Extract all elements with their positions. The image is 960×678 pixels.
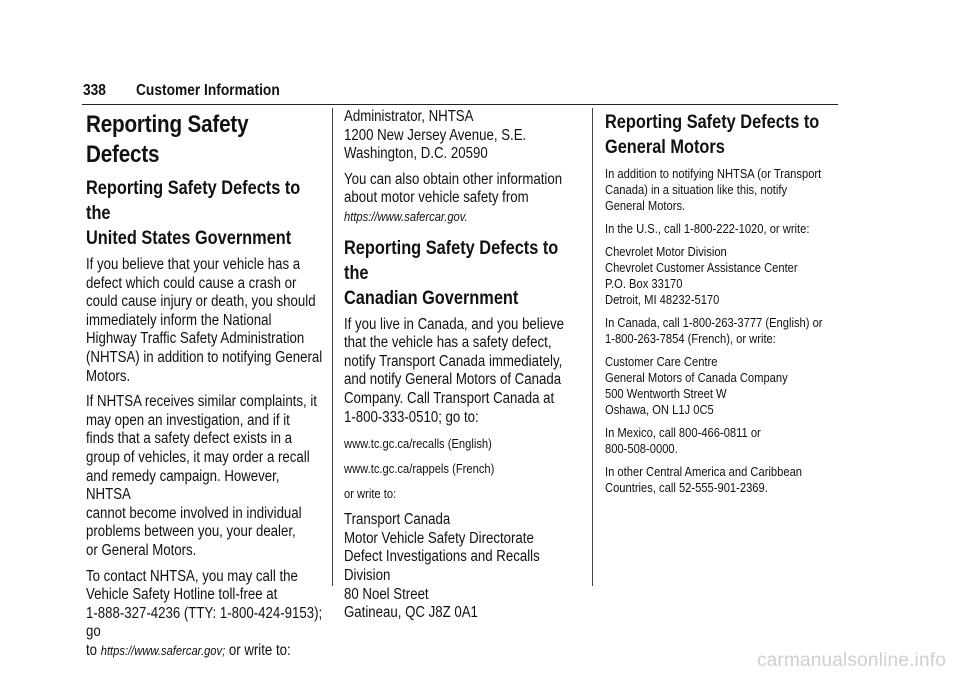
- text-line: In addition to notifying NHTSA (or Transport: [605, 166, 822, 181]
- caribbean-call-paragraph: [605, 464, 840, 496]
- text-line: or General Motors.: [86, 541, 197, 559]
- text-line: 800-508-0000.: [605, 441, 678, 456]
- address-line: Motor Vehicle Safety Directorate: [344, 529, 534, 547]
- text-line: If you believe that your vehicle has a: [86, 256, 301, 273]
- column-1: [86, 108, 326, 660]
- text-line: If NHTSA receives similar complaints, it: [86, 393, 317, 411]
- text-line: In Canada, call 1-800-263-3777 (English) or: [605, 315, 823, 330]
- main-title: Reporting Safety Defects: [86, 111, 249, 168]
- address-line: Chevrolet Motor Division: [605, 244, 727, 259]
- heading-line: General Motors: [605, 137, 725, 158]
- address-line: Washington, D.C. 20590: [344, 145, 488, 163]
- text-line: finds that a safety defect exists in a: [86, 430, 293, 448]
- page-number: 338: [83, 82, 106, 99]
- address-line: P.O. Box 33170: [605, 276, 683, 291]
- gm-intro-paragraph: [605, 166, 840, 214]
- transport-canada-address: [344, 511, 581, 623]
- address-line: Defect Investigations and Recalls: [344, 548, 540, 566]
- address-line: 500 Wentworth Street W: [605, 386, 727, 401]
- address-line: Gatineau, QC J8Z 0A1: [344, 604, 478, 622]
- text-line: Highway Traffic Safety Administration: [86, 330, 305, 348]
- safercar-link[interactable]: https://www.safercar.gov.: [344, 208, 468, 224]
- column-3: [605, 108, 841, 496]
- heading-line: Canadian Government: [344, 287, 519, 309]
- canada-paragraph: [344, 316, 581, 428]
- heading-line: Reporting Safety Defects to the: [86, 178, 301, 224]
- text-line: To contact NHTSA, you may call the: [86, 567, 298, 585]
- address-line: Administrator, NHTSA: [344, 108, 474, 125]
- address-line: 80 Noel Street: [344, 585, 429, 603]
- text-line: Motors.: [86, 367, 131, 385]
- text-line: group of vehicles, it may order a recall: [86, 448, 310, 466]
- text-line: Canada) in a situation like this, notify: [605, 182, 788, 197]
- column-divider-2: [592, 108, 593, 586]
- text-line: about motor vehicle safety from: [344, 189, 529, 207]
- recalls-url-english[interactable]: www.tc.gc.ca/recalls (English): [344, 436, 492, 452]
- address-line: Oshawa, ON L1J 0C5: [605, 402, 714, 417]
- text-line: Countries, call 52-555-901-2369.: [605, 480, 768, 495]
- text-line: and notify General Motors of Canada: [344, 371, 562, 389]
- chevrolet-address: [605, 244, 840, 308]
- text-line: General Motors.: [605, 198, 686, 213]
- heading-line: Reporting Safety Defects to: [605, 112, 820, 133]
- text-line: cannot become involved in individual: [86, 504, 302, 522]
- text-line: that the vehicle has a safety defect,: [344, 334, 552, 352]
- text-line: problems between you, your dealer,: [86, 523, 296, 541]
- text-line: If you live in Canada, and you believe: [344, 315, 565, 333]
- text-line: In other Central America and Caribbean: [605, 464, 803, 479]
- text-line: notify Transport Canada immediately,: [344, 352, 563, 370]
- text-line: In Mexico, call 800-466-0811 or: [605, 425, 761, 440]
- more-info-paragraph: [344, 171, 581, 227]
- address-line: Customer Care Centre: [605, 354, 718, 369]
- address-line: 1200 New Jersey Avenue, S.E.: [344, 126, 527, 144]
- section-title: Customer Information: [136, 82, 280, 99]
- address-line: Transport Canada: [344, 511, 451, 529]
- us-call-line: In the U.S., call 1-800-222-1020, or write:: [605, 221, 810, 236]
- us-government-heading: [86, 176, 325, 251]
- text-fragment: or write to:: [225, 641, 291, 659]
- gm-canada-address: [605, 354, 840, 418]
- address-line: Division: [344, 566, 391, 584]
- safercar-link[interactable]: https://www.safercar.gov;: [100, 642, 226, 658]
- nhtsa-address: [344, 108, 581, 164]
- page-header: [82, 82, 838, 105]
- address-line: Chevrolet Customer Assistance Center: [605, 260, 798, 275]
- heading-line: United States Government: [86, 228, 292, 249]
- address-line: Detroit, MI 48232-5170: [605, 292, 720, 307]
- text-line: immediately inform the National: [86, 311, 272, 329]
- recalls-url-french[interactable]: www.tc.gc.ca/rappels (French): [344, 461, 495, 477]
- nhtsa-complaints-paragraph: [86, 393, 325, 560]
- site-watermark: carmanualsonline.info: [756, 650, 946, 671]
- text-line: 1-800-333-0510; go to:: [344, 408, 479, 426]
- text-line: may open an investigation, and if it: [86, 411, 290, 429]
- text-line: (NHTSA) in addition to notifying General: [86, 348, 323, 366]
- text-line: You can also obtain other information: [344, 170, 563, 188]
- text-line: Vehicle Safety Hotline toll-free at: [86, 586, 278, 604]
- canada-call-paragraph: [605, 315, 840, 347]
- text-fragment: to: [86, 641, 101, 659]
- contact-nhtsa-paragraph: [86, 568, 325, 661]
- heading-line: Reporting Safety Defects to the: [344, 237, 559, 284]
- defect-paragraph: [86, 256, 325, 386]
- text-line: 1-888-327-4236 (TTY: 1-800-424-9153); go: [86, 604, 323, 641]
- text-line: and remedy campaign. However, NHTSA: [86, 467, 280, 504]
- text-line: 1-800-263-7854 (French), or write:: [605, 331, 776, 346]
- text-line: could cause injury or death, you should: [86, 293, 316, 311]
- write-to-label: or write to:: [344, 486, 397, 502]
- column-divider-1: [332, 108, 333, 586]
- column-2: [344, 108, 582, 623]
- general-motors-heading: [605, 110, 840, 160]
- text-line: [86, 642, 325, 661]
- canadian-government-heading: [344, 236, 581, 311]
- mexico-call-paragraph: [605, 425, 840, 457]
- address-line: General Motors of Canada Company: [605, 370, 788, 385]
- text-line: Company. Call Transport Canada at: [344, 389, 555, 407]
- text-line: defect which could cause a crash or: [86, 274, 297, 292]
